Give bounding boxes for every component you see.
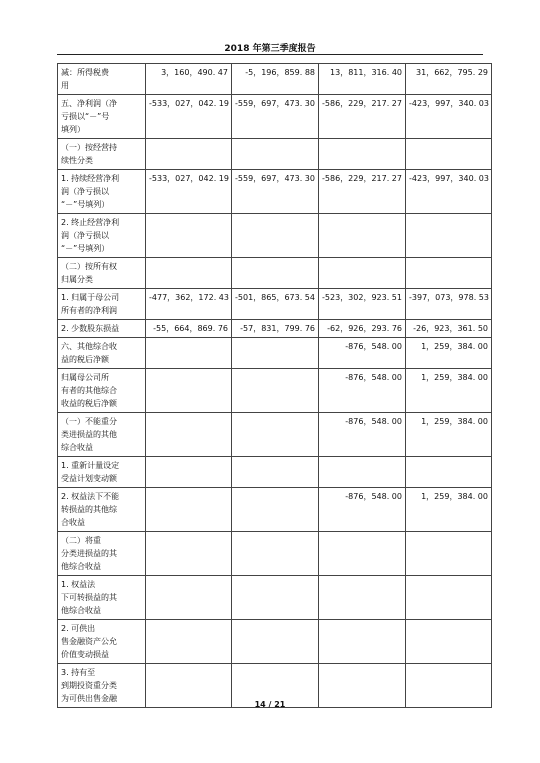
table-row	[58, 457, 492, 488]
value-cell: -423，997，340. 03	[406, 95, 492, 139]
table-row	[58, 620, 492, 664]
value-cell	[232, 258, 319, 289]
value-cell: -559，697，473. 30	[232, 95, 319, 139]
value-cell: 31，662，795. 29	[406, 64, 492, 95]
value-cell	[232, 139, 319, 170]
value-cell	[146, 258, 232, 289]
value-cell: -533，027，042. 19	[146, 170, 232, 214]
value-cell	[146, 214, 232, 258]
value-cell: -586，229，217. 27	[319, 95, 406, 139]
value-cell	[232, 576, 319, 620]
value-cell: -501，865，673. 54	[232, 289, 319, 320]
value-cell: -876，548. 00	[319, 413, 406, 457]
value-cell	[406, 532, 492, 576]
row-label: （二）按所有权 归属分类	[58, 258, 146, 289]
value-cell: -26，923，361. 50	[406, 320, 492, 338]
value-cell: -62，926，293. 76	[319, 320, 406, 338]
value-cell: 1，259，384. 00	[406, 369, 492, 413]
value-cell	[406, 214, 492, 258]
table-row	[58, 289, 492, 320]
value-cell	[319, 457, 406, 488]
value-cell: -57，831，799. 76	[232, 320, 319, 338]
row-label: （二）将重 分类进损益的其 他综合收益	[58, 532, 146, 576]
row-label: 归属母公司所 有者的其他综合 收益的税后净额	[58, 369, 146, 413]
value-cell: 13，811，316. 40	[319, 64, 406, 95]
value-cell	[232, 214, 319, 258]
value-cell	[232, 413, 319, 457]
value-cell	[232, 457, 319, 488]
table-row	[58, 95, 492, 139]
table-row	[58, 170, 492, 214]
value-cell: 1，259，384. 00	[406, 488, 492, 532]
value-cell: -5，196，859. 88	[232, 64, 319, 95]
table-row	[58, 488, 492, 532]
value-cell	[319, 258, 406, 289]
row-label: 1. 权益法 下可转损益的其 他综合收益	[58, 576, 146, 620]
value-cell: -586，229，217. 27	[319, 170, 406, 214]
row-label: （一）按经营持 续性分类	[58, 139, 146, 170]
table-row	[58, 258, 492, 289]
page-number: 14 / 21	[254, 700, 286, 709]
value-cell: -533，027，042. 19	[146, 95, 232, 139]
value-cell	[232, 369, 319, 413]
table-row	[58, 64, 492, 95]
income-statement-table	[57, 63, 492, 708]
table-row	[58, 532, 492, 576]
row-label: 六、其他综合收 益的税后净额	[58, 338, 146, 369]
value-cell: -876，548. 00	[319, 488, 406, 532]
table-row	[58, 369, 492, 413]
value-cell	[146, 576, 232, 620]
value-cell	[146, 338, 232, 369]
value-cell: -876，548. 00	[319, 338, 406, 369]
row-label: 五、净利润（净 亏损以“－”号 填列）	[58, 95, 146, 139]
value-cell: 1，259，384. 00	[406, 413, 492, 457]
value-cell: -559，697，473. 30	[232, 170, 319, 214]
value-cell: 3，160，490. 47	[146, 64, 232, 95]
value-cell	[146, 457, 232, 488]
row-label: 2. 少数股东损益	[58, 320, 146, 338]
value-cell	[319, 532, 406, 576]
value-cell	[146, 139, 232, 170]
table-row	[58, 320, 492, 338]
report-header: 2018 年第三季度报告	[224, 44, 316, 54]
value-cell: 1，259，384. 00	[406, 338, 492, 369]
table-row	[58, 214, 492, 258]
value-cell: -397，073，978. 53	[406, 289, 492, 320]
row-label: （一）不能重分 类进损益的其他 综合收益	[58, 413, 146, 457]
value-cell: -55，664，869. 76	[146, 320, 232, 338]
row-label: 2. 可供出 售金融资产公允 价值变动损益	[58, 620, 146, 664]
value-cell	[406, 258, 492, 289]
value-cell	[232, 620, 319, 664]
value-cell	[406, 576, 492, 620]
row-label: 3. 持有至 到期投资重分类 为可供出售金融	[58, 664, 146, 708]
value-cell	[406, 139, 492, 170]
value-cell	[232, 488, 319, 532]
value-cell	[406, 457, 492, 488]
value-cell	[146, 488, 232, 532]
value-cell	[406, 620, 492, 664]
value-cell: -477，362，172. 43	[146, 289, 232, 320]
value-cell: -876，548. 00	[319, 369, 406, 413]
value-cell	[146, 413, 232, 457]
value-cell	[319, 214, 406, 258]
row-label: 2. 权益法下不能 转损益的其他综 合收益	[58, 488, 146, 532]
row-label: 2. 终止经营净利 润（净亏损以 “－”号填列）	[58, 214, 146, 258]
value-cell	[232, 532, 319, 576]
value-cell	[146, 620, 232, 664]
value-cell	[319, 620, 406, 664]
row-label: 1. 重新计量设定 受益计划变动额	[58, 457, 146, 488]
value-cell: -423，997，340. 03	[406, 170, 492, 214]
value-cell: -523，302，923. 51	[319, 289, 406, 320]
value-cell	[319, 576, 406, 620]
table-row	[58, 338, 492, 369]
value-cell	[146, 532, 232, 576]
row-label: 减：所得税费 用	[58, 64, 146, 95]
row-label: 1. 归属于母公司 所有者的净利润	[58, 289, 146, 320]
header-divider	[57, 54, 483, 55]
value-cell	[146, 369, 232, 413]
row-label: 1. 持续经营净利 润（净亏损以 “－”号填列）	[58, 170, 146, 214]
value-cell	[232, 338, 319, 369]
table-row	[58, 139, 492, 170]
table-row	[58, 413, 492, 457]
value-cell	[319, 139, 406, 170]
table-row	[58, 576, 492, 620]
